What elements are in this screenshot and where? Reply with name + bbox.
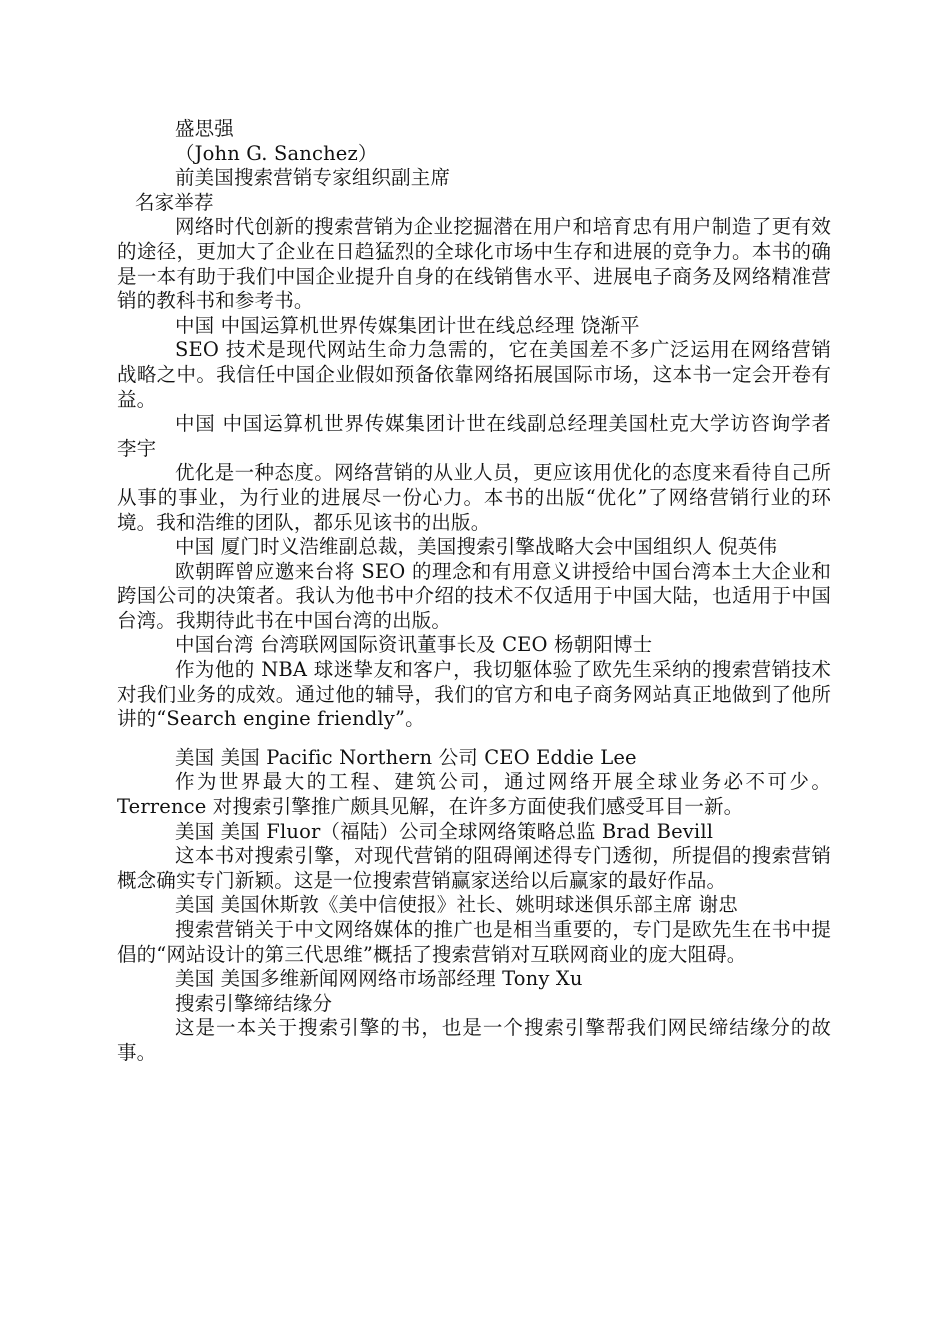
recommender-signature: 美国 美国 Fluor（福陆）公司全球网络策略总监 Brad Bevill [175, 819, 714, 843]
section-heading: 名家举荐 [135, 190, 214, 214]
recommender-signature: 美国 美国 Pacific Northern 公司 CEO Eddie Lee [175, 745, 637, 769]
recommender-signature: 美国 美国休斯敦《美中信使报》社长、姚明球迷俱乐部主席 谢忠 [175, 893, 738, 917]
recommender-signature: 中国 中国运算机世界传媒集团计世在线副总经理美国杜克大学访咨询学者 李宇 [117, 412, 831, 460]
author-english-name: （John G. Sanchez） [175, 141, 378, 165]
chapter-heading: 搜索引擎缔结缘分 [175, 991, 333, 1015]
author-name: 盛思强 [175, 117, 234, 140]
recommendation-paragraph: SEO 技术是现代网站生命力急需的，它在美国差不多广泛运用在网络营销战略之中。我信任中国企业假如预备依靠网络拓展国际市场，这本书一定会开卷有益。 [117, 338, 831, 411]
recommendation-paragraph: 优化是一种态度。网络营销的从业人员，更应该用优化的态度来看待自己所从事的事业，为行业的进展尽一份心力。本书的出版“优化”了网络营销行业的环境。我和浩维的团队，都乐见该书的出版。 [117, 461, 831, 534]
recommendation-paragraph: 网络时代创新的搜索营销为企业挖掘潜在用户和培育忠有用户制造了更有效的途径，更加大了企业在日趋猛烈的全球化市场中生存和进展的竞争力。本书的确是一本有助于我们中国企业提升自身的在线销售水平、进展电子商务及网络精准营销的教科书和参考书。 [117, 215, 831, 313]
recommender-signature: 美国 美国多维新闻网网络市场部经理 Tony Xu [175, 967, 583, 991]
recommender-signature: 中国 中国运算机世界传媒集团计世在线总经理 饶渐平 [175, 313, 640, 337]
recommendation-paragraph: 作为世界最大的工程、建筑公司，通过网络开展全球业务必不可少。Terrence 对搜索引擎推广颇具见解，在许多方面使我们感受耳目一新。 [117, 770, 831, 819]
recommender-signature: 中国台湾 台湾联网国际资讯董事长及 CEO 杨朝阳博士 [175, 633, 653, 657]
author-title: 前美国搜索营销专家组织副主席 [175, 166, 451, 190]
recommendation-paragraph: 作为他的 NBA 球迷挚友和客户，我切躯体验了欧先生采纳的搜索营销技术对我们业务的成效。通过他的辅导，我们的官方和电子商务网站真正地做到了他所讲的“Search engine friendly”。 [117, 658, 831, 731]
document-page [117, 117, 831, 1066]
recommendation-paragraph: 搜索营销关于中文网络媒体的推广也是相当重要的，专门是欧先生在书中提倡的“网站设计的第三代思维”概括了搜索营销对互联网商业的庞大阻碍。 [117, 918, 831, 966]
recommendation-paragraph: 欧朝晖曾应邀来台将 SEO 的理念和有用意义讲授给中国台湾本土大企业和跨国公司的决策者。我认为他书中介绍的技术不仅适用于中国大陆，也适用于中国台湾。我期待此书在中国台湾的出版。 [117, 559, 831, 632]
recommendation-paragraph: 这本书对搜索引擎，对现代营销的阻碍阐述得专门透彻，所提倡的搜索营销概念确实专门新颖。这是一位搜索营销赢家送给以后赢家的最好作品。 [117, 844, 831, 892]
body-paragraph: 这是一本关于搜索引擎的书，也是一个搜索引擎帮我们网民缔结缘分的故事。 [117, 1016, 831, 1064]
recommender-signature: 中国 厦门时义浩维副总裁，美国搜索引擎战略大会中国组织人 倪英伟 [175, 535, 778, 559]
